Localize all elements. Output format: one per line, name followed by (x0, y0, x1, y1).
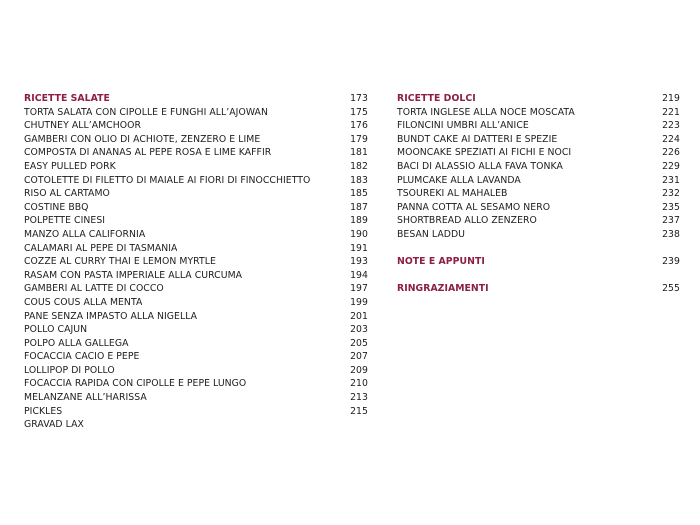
entry-title: BACI DI ALASSIO ALLA FAVA TONKA (397, 160, 563, 172)
page-number: 239 (662, 256, 680, 268)
page-number: 176 (350, 120, 368, 132)
page-number: 232 (662, 188, 680, 200)
entry-title: LOLLIPOP DI POLLO (24, 364, 115, 376)
entry-title: POLLO CAJUN (24, 324, 88, 336)
page-number: 197 (350, 283, 368, 295)
toc-entry (24, 337, 368, 351)
page-number: 173 (350, 93, 368, 104)
toc-entry (24, 391, 368, 405)
page-number: 203 (350, 324, 368, 336)
page-number: 185 (350, 188, 368, 200)
entry-title: FOCACCIA CACIO E PEPE (24, 351, 140, 363)
entry-title: PLUMCAKE ALLA LAVANDA (397, 174, 521, 186)
toc-entry (24, 377, 368, 391)
toc-entry (24, 214, 368, 228)
page-number: 183 (350, 174, 368, 186)
page-number: 237 (662, 215, 680, 227)
entry-title: COSTINE BBQ (24, 201, 89, 213)
entry-title: POLPETTE CINESI (24, 215, 106, 227)
toc-entry (24, 174, 368, 188)
entry-title: TORTA INGLESE ALLA NOCE MOSCATA (397, 106, 575, 118)
page-number: 223 (662, 120, 680, 132)
page-number: 219 (662, 93, 680, 104)
page-number: 209 (350, 364, 368, 376)
entry-title: MANZO ALLA CALIFORNIA (24, 228, 146, 240)
page-number: 181 (350, 147, 368, 159)
entry-title: PANE SENZA IMPASTO ALLA NIGELLA (24, 310, 198, 322)
toc-entry (397, 160, 680, 174)
entry-title: COZZE AL CURRY THAI E LEMON MYRTLE (24, 256, 216, 268)
toc-entry (397, 214, 680, 228)
toc-entry (24, 146, 368, 160)
toc-entry (24, 106, 368, 120)
toc-entry (24, 269, 368, 283)
page-number: 199 (350, 296, 368, 308)
page-number: 191 (350, 242, 368, 254)
page-number: 255 (662, 283, 680, 295)
page-number: 226 (662, 147, 680, 159)
entry-title: BUNDT CAKE AI DATTERI E SPEZIE (397, 133, 558, 145)
page-number: 235 (662, 201, 680, 213)
entry-title: PANNA COTTA AL SESAMO NERO (397, 201, 551, 213)
entry-title: EASY PULLED PORK (24, 160, 116, 172)
entry-title: FOCACCIA RAPIDA CON CIPOLLE E PEPE LUNGO (24, 378, 247, 390)
page-number: 175 (350, 106, 368, 118)
toc-entry (24, 310, 368, 324)
page-number: 182 (350, 160, 368, 172)
toc-entry (397, 174, 680, 188)
toc-entry (397, 228, 680, 242)
toc-entry (397, 201, 680, 215)
entry-title: MOONCAKE SPEZIATI AI FICHI E NOCI (397, 147, 572, 159)
page-number: 213 (350, 392, 368, 404)
toc-entry (24, 296, 368, 310)
entry-title: BESAN LADDU (397, 228, 466, 240)
section-title: RICETTE SALATE (24, 93, 110, 104)
entry-title: COUS COUS ALLA MENTA (24, 296, 143, 308)
page-number: 201 (350, 310, 368, 322)
toc-entry (24, 282, 368, 296)
toc-entry (397, 146, 680, 160)
toc-entry (397, 106, 680, 120)
toc-entry (24, 405, 368, 419)
toc-entry (24, 160, 368, 174)
entry-title: MELANZANE ALL’HARISSA (24, 392, 147, 404)
entry-title: TORTA SALATA CON CIPOLLE E FUNGHI ALL’AJOWAN (24, 106, 268, 118)
toc-list-sweet (397, 106, 680, 242)
toc-entry (24, 119, 368, 133)
toc-column-savory (24, 92, 368, 432)
toc-entry (24, 350, 368, 364)
toc-entry (24, 323, 368, 337)
entry-title: GRAVAD LAX (24, 419, 84, 431)
entry-title: RASAM CON PASTA IMPERIALE ALLA CURCUMA (24, 269, 243, 281)
toc-entry (24, 228, 368, 242)
entry-title: CHUTNEY ALL’AMCHOOR (24, 120, 142, 132)
entry-title: POLPO ALLA GALLEGA (24, 337, 129, 349)
toc-entry (24, 418, 368, 432)
entry-title: FILONCINI UMBRI ALL’ANICE (397, 120, 529, 132)
section-title: NOTE E APPUNTI (397, 256, 485, 268)
entry-title: SHORTBREAD ALLO ZENZERO (397, 215, 537, 227)
entry-title: GAMBERI CON OLIO DI ACHIOTE, ZENZERO E LIME (24, 133, 261, 145)
page-number: 194 (350, 269, 368, 281)
entry-title: TSOUREKI AL MAHALEB (397, 188, 508, 200)
page-number: 193 (350, 256, 368, 268)
entry-title: RISO AL CARTAMO (24, 188, 110, 200)
entry-title: PICKLES (24, 405, 63, 417)
toc-entry (24, 364, 368, 378)
toc-entry (397, 133, 680, 147)
page-number: 215 (350, 405, 368, 417)
page-number: 189 (350, 215, 368, 227)
entry-title: GAMBERI AL LATTE DI COCCO (24, 283, 164, 295)
page-number: 187 (350, 201, 368, 213)
toc-entry (24, 133, 368, 147)
page-number: 231 (662, 174, 680, 186)
toc-entry (24, 201, 368, 215)
entry-title: COTOLETTE DI FILETTO DI MAIALE AI FIORI DI FINOCCHIETTO (24, 174, 311, 186)
entry-title: CALAMARI AL PEPE DI TASMANIA (24, 242, 178, 254)
toc-entry (397, 119, 680, 133)
section-heading-notes (397, 255, 680, 269)
page-number: 229 (662, 160, 680, 172)
page-number: 210 (350, 378, 368, 390)
toc-column-sweet (397, 92, 680, 296)
section-title: RICETTE DOLCI (397, 93, 476, 104)
toc-entry (24, 242, 368, 256)
page-number: 224 (662, 133, 680, 145)
page-number: 221 (662, 106, 680, 118)
section-heading-sweet (397, 92, 680, 106)
section-heading-savory (24, 92, 368, 106)
page-number: 238 (662, 228, 680, 240)
toc-entry (397, 187, 680, 201)
page-number: 179 (350, 133, 368, 145)
toc-list-savory (24, 106, 368, 432)
page-number: 205 (350, 337, 368, 349)
toc-entry (24, 187, 368, 201)
section-title: RINGRAZIAMENTI (397, 283, 489, 295)
page-number: 207 (350, 351, 368, 363)
page-number: 190 (350, 228, 368, 240)
section-heading-thanks (397, 282, 680, 296)
entry-title: COMPOSTA DI ANANAS AL PEPE ROSA E LIME KAFFIR (24, 147, 272, 159)
toc-entry (24, 255, 368, 269)
